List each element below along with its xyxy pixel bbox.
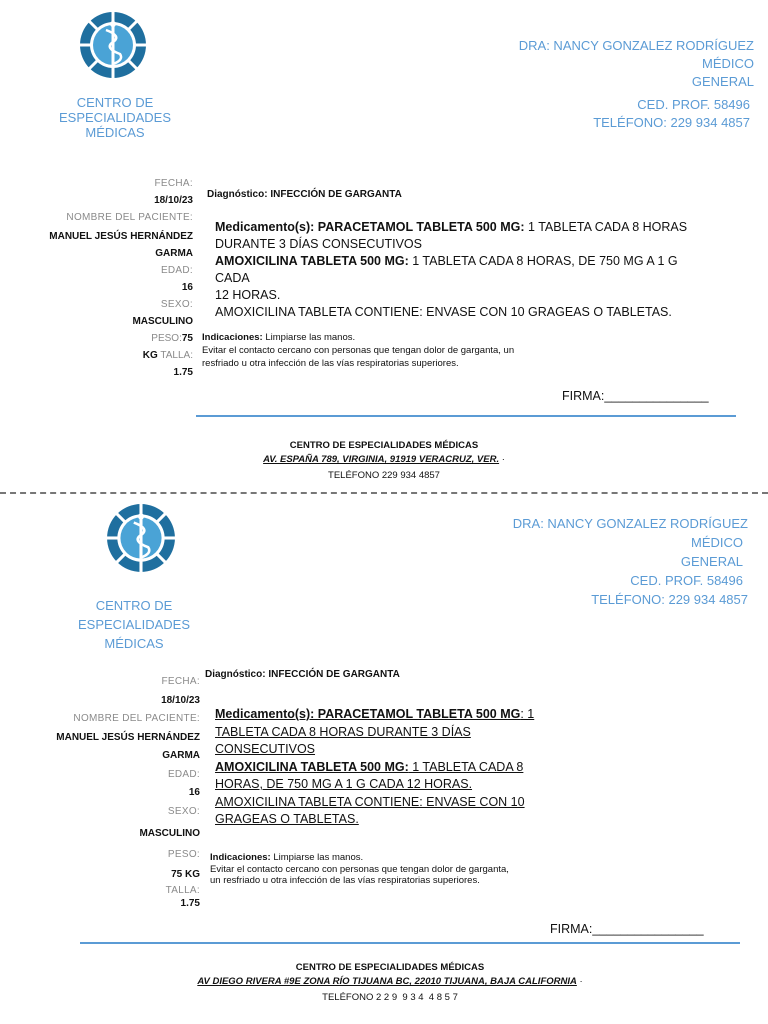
medications xyxy=(215,219,705,321)
diagnosis-value: INFECCIÓN DE GARGANTA xyxy=(270,189,402,200)
patient-info xyxy=(30,673,200,911)
med-1-name: Medicamento(s): PARACETAMOL TABLETA 500 MG: xyxy=(215,220,525,234)
clinic-name-line: MÉDICAS xyxy=(85,125,145,140)
peso-label: PESO: xyxy=(151,333,182,344)
med-1-duration: TABLETA CADA 8 HORAS DURANTE 3 DÍAS CONSECUTIVOS xyxy=(215,724,471,756)
med-3-note: AMOXICILINA TABLETA CONTIENE: ENVASE CON 10 xyxy=(215,794,525,809)
clinic-name xyxy=(45,95,185,140)
peso-unit: KG xyxy=(142,350,158,361)
divider-line xyxy=(80,942,740,944)
footer-address: AV. ESPAÑA 789, VIRGINIA, 91919 VERACRUZ, VER. xyxy=(263,454,500,465)
cut-line xyxy=(0,492,768,494)
diagnosis xyxy=(205,669,400,680)
diagnosis-label: Diagnóstico: xyxy=(207,189,268,200)
indications xyxy=(210,852,570,887)
med-2-dose: 1 TABLETA CADA 8 HORAS, DE 750 MG A 1 G CADA xyxy=(215,254,678,285)
fecha-label: FECHA: xyxy=(161,676,200,687)
medical-caduceus-logo xyxy=(105,502,177,574)
fecha-label: FECHA: xyxy=(154,178,193,189)
doctor-specialty: GENERAL xyxy=(680,554,743,569)
doctor-license: CED. PROF. 58496 xyxy=(630,573,743,588)
sexo-label: SEXO: xyxy=(160,299,193,310)
diagnosis xyxy=(207,189,402,200)
edad-label: EDAD: xyxy=(160,265,193,276)
footer-clinic-name: CENTRO DE ESPECIALIDADES MÉDICAS xyxy=(295,962,485,973)
indications-line: Evitar el contacto cercano con personas que tengan dolor de garganta, xyxy=(210,863,509,875)
medical-caduceus-logo xyxy=(78,10,148,80)
med-1-dose: : 1 xyxy=(520,707,535,721)
peso-value: 75 KG xyxy=(171,869,200,880)
edad-label: EDAD: xyxy=(167,768,200,780)
doctor-title: MÉDICO xyxy=(702,56,754,71)
talla-value: 1.75 xyxy=(180,897,200,909)
footer-dot: · xyxy=(576,976,583,987)
indications-line: resfriado u otra infección de las vías respiratorias superiores. xyxy=(202,358,459,369)
indications-line: Evitar el contacto cercano con personas que tengan dolor de garganta, un xyxy=(202,345,515,356)
medications xyxy=(215,706,545,829)
sexo-value: MASCULINO xyxy=(139,828,200,839)
indications xyxy=(202,331,562,370)
doctor-title: MÉDICO xyxy=(691,535,743,550)
diagnosis-value: INFECCIÓN DE GARGANTA xyxy=(268,669,400,680)
patient-name-label: NOMBRE DEL PACIENTE: xyxy=(66,212,193,223)
clinic-name-line: MÉDICAS xyxy=(104,636,164,651)
peso-label: PESO: xyxy=(167,848,200,860)
fecha-value: 18/10/23 xyxy=(154,195,193,206)
indications-line: un resfriado u otra infección de las vías respiratorias superiores. xyxy=(210,875,480,886)
doctor-name: DRA: NANCY GONZALEZ RODRÍGUEZ xyxy=(512,516,748,531)
footer xyxy=(200,439,568,483)
med-1-name: Medicamento(s): PARACETAMOL TABLETA 500 MG xyxy=(215,707,521,721)
clinic-name-line: ESPECIALIDADES xyxy=(78,617,190,632)
signature-field[interactable]: FIRMA:________________ xyxy=(550,922,704,936)
med-1-dose: 1 TABLETA CADA 8 HORAS xyxy=(524,220,688,234)
med-3-note-cont: GRAGEAS O TABLETAS. xyxy=(215,812,359,826)
signature-field[interactable]: FIRMA:_______________ xyxy=(562,389,709,403)
divider-line xyxy=(196,415,736,417)
doctor-contact xyxy=(450,96,750,132)
doctor-phone: TELÉFONO: 229 934 4857 xyxy=(591,592,748,607)
edad-value: 16 xyxy=(181,282,193,293)
med-3-note: AMOXICILINA TABLETA CONTIENE: ENVASE CON 10 GRAGEAS O TABLETAS. xyxy=(215,305,672,319)
sexo-value: MASCULINO xyxy=(132,316,193,327)
clinic-name-line: CENTRO DE xyxy=(95,598,173,613)
edad-value: 16 xyxy=(188,787,200,798)
med-2-dose: 1 TABLETA CADA 8 xyxy=(408,759,524,774)
footer xyxy=(160,961,620,1005)
patient-info xyxy=(20,175,193,381)
footer-clinic-name: CENTRO DE ESPECIALIDADES MÉDICAS xyxy=(289,440,479,451)
talla-label: TALLA: xyxy=(160,350,193,361)
patient-name-value: MANUEL JESÚS HERNÁNDEZ xyxy=(49,231,193,242)
fecha-value: 18/10/23 xyxy=(161,694,200,706)
diagnosis-label: Diagnóstico: xyxy=(205,669,266,680)
indications-line: Limpiarse las manos. xyxy=(270,852,364,863)
indications-line: Limpiarse las manos. xyxy=(262,332,356,343)
clinic-name-line: CENTRO DE xyxy=(76,95,154,110)
clinic-name-line: ESPECIALIDADES xyxy=(59,110,171,125)
talla-value: 1.75 xyxy=(173,367,193,378)
talla-label: TALLA: xyxy=(165,884,200,896)
med-1-duration: DURANTE 3 DÍAS CONSECUTIVOS xyxy=(215,237,422,251)
footer-phone: TELÉFONO 229 934 4857 xyxy=(328,470,440,481)
patient-name-value-cont: GARMA xyxy=(155,248,193,259)
patient-name-value-cont: GARMA xyxy=(162,750,200,761)
med-2-name: AMOXICILINA TABLETA 500 MG: xyxy=(215,759,409,774)
patient-name-value: MANUEL JESÚS HERNÁNDEZ xyxy=(56,731,200,743)
indications-label: Indicaciones: xyxy=(202,332,263,343)
doctor-phone: TELÉFONO: 229 934 4857 xyxy=(593,115,750,130)
med-2-name: AMOXICILINA TABLETA 500 MG: xyxy=(215,254,409,268)
doctor-license: CED. PROF. 58496 xyxy=(637,97,750,112)
footer-phone: TELÉFONO 2 2 9 9 3 4 4 8 5 7 xyxy=(322,992,458,1003)
clinic-name xyxy=(64,596,204,653)
doctor-info xyxy=(448,514,748,609)
med-2-dose-cont: HORAS, DE 750 MG A 1 G CADA 12 HORAS. xyxy=(215,777,473,791)
doctor-name: DRA: NANCY GONZALEZ RODRÍGUEZ xyxy=(518,38,754,53)
doctor-specialty: GENERAL xyxy=(691,74,754,89)
footer-address: AV DIEGO RIVERA #9E ZONA RÍO TIJUANA BC, 22010 TIJUANA, BAJA CALIFORNIA xyxy=(197,976,577,987)
peso-value: 75 xyxy=(181,333,193,344)
med-2-dose-cont: 12 HORAS. xyxy=(215,288,281,302)
indications-label: Indicaciones: xyxy=(210,852,271,863)
footer-dot: · xyxy=(499,454,505,465)
doctor-info xyxy=(454,37,754,91)
patient-name-label: NOMBRE DEL PACIENTE: xyxy=(73,713,200,724)
sexo-label: SEXO: xyxy=(167,805,200,817)
